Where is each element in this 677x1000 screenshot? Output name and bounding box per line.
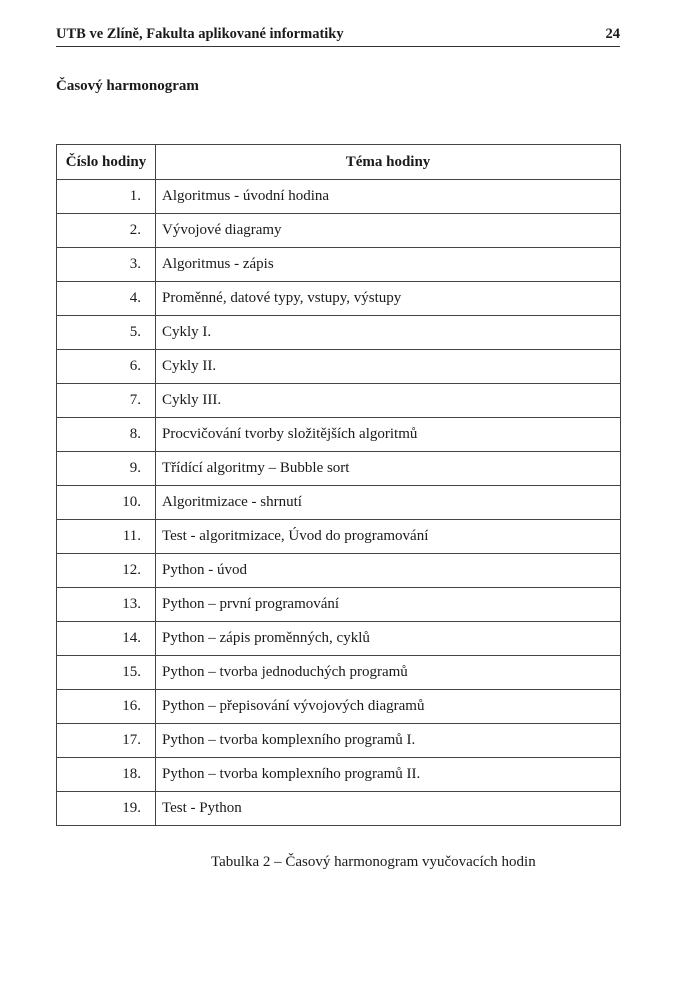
lesson-topic: Python – první programování [156,588,621,622]
lesson-number: 18. [57,758,156,792]
lesson-number: 14. [57,622,156,656]
lesson-number: 6. [57,350,156,384]
table-caption: Tabulka 2 – Časový harmonogram vyučovacích hodin [211,854,536,870]
lesson-topic: Procvičování tvorby složitějších algoritmů [156,418,621,452]
lesson-number: 11. [57,520,156,554]
lesson-topic: Test - Python [156,792,621,826]
lesson-topic: Cykly III. [156,384,621,418]
table-row [57,622,621,656]
table-row [57,792,621,826]
lesson-number: 19. [57,792,156,826]
lesson-number: 7. [57,384,156,418]
table-row [57,758,621,792]
lesson-topic: Cykly I. [156,316,621,350]
lesson-number: 2. [57,214,156,248]
table-header-row [57,145,621,180]
table-row [57,248,621,282]
lesson-topic: Proměnné, datové typy, vstupy, výstupy [156,282,621,316]
table-row [57,350,621,384]
table-row [57,180,621,214]
table-row [57,214,621,248]
table-row [57,282,621,316]
table-row [57,418,621,452]
lesson-number: 1. [57,180,156,214]
lesson-number: 15. [57,656,156,690]
lesson-topic: Algoritmizace - shrnutí [156,486,621,520]
lesson-number: 12. [57,554,156,588]
schedule-table [56,144,621,826]
header-title: UTB ve Zlíně, Fakulta aplikované informatiky [56,26,344,42]
lesson-number: 10. [57,486,156,520]
lesson-topic: Algoritmus - zápis [156,248,621,282]
table-row [57,316,621,350]
page-number: 24 [605,26,620,42]
lesson-topic: Python – tvorba komplexního programů I. [156,724,621,758]
lesson-number: 9. [57,452,156,486]
column-header-topic: Téma hodiny [156,145,621,180]
lesson-number: 5. [57,316,156,350]
lesson-topic: Cykly II. [156,350,621,384]
lesson-topic: Python – zápis proměnných, cyklů [156,622,621,656]
page-header [56,24,620,47]
table-row [57,588,621,622]
lesson-number: 16. [57,690,156,724]
lesson-number: 4. [57,282,156,316]
table-row [57,690,621,724]
table-row [57,656,621,690]
table-row [57,384,621,418]
table-row [57,724,621,758]
lesson-topic: Algoritmus - úvodní hodina [156,180,621,214]
column-header-number: Číslo hodiny [57,145,156,180]
lesson-topic: Třídící algoritmy – Bubble sort [156,452,621,486]
table-body [57,180,621,826]
lesson-number: 13. [57,588,156,622]
lesson-number: 17. [57,724,156,758]
lesson-topic: Python – tvorba komplexního programů II. [156,758,621,792]
table-row [57,554,621,588]
table-row [57,486,621,520]
lesson-topic: Python – přepisování vývojových diagramů [156,690,621,724]
table-row [57,520,621,554]
lesson-topic: Python - úvod [156,554,621,588]
lesson-topic: Vývojové diagramy [156,214,621,248]
table-row [57,452,621,486]
lesson-number: 8. [57,418,156,452]
lesson-number: 3. [57,248,156,282]
lesson-topic: Python – tvorba jednoduchých programů [156,656,621,690]
section-title: Časový harmonogram [56,78,199,94]
lesson-topic: Test - algoritmizace, Úvod do programování [156,520,621,554]
